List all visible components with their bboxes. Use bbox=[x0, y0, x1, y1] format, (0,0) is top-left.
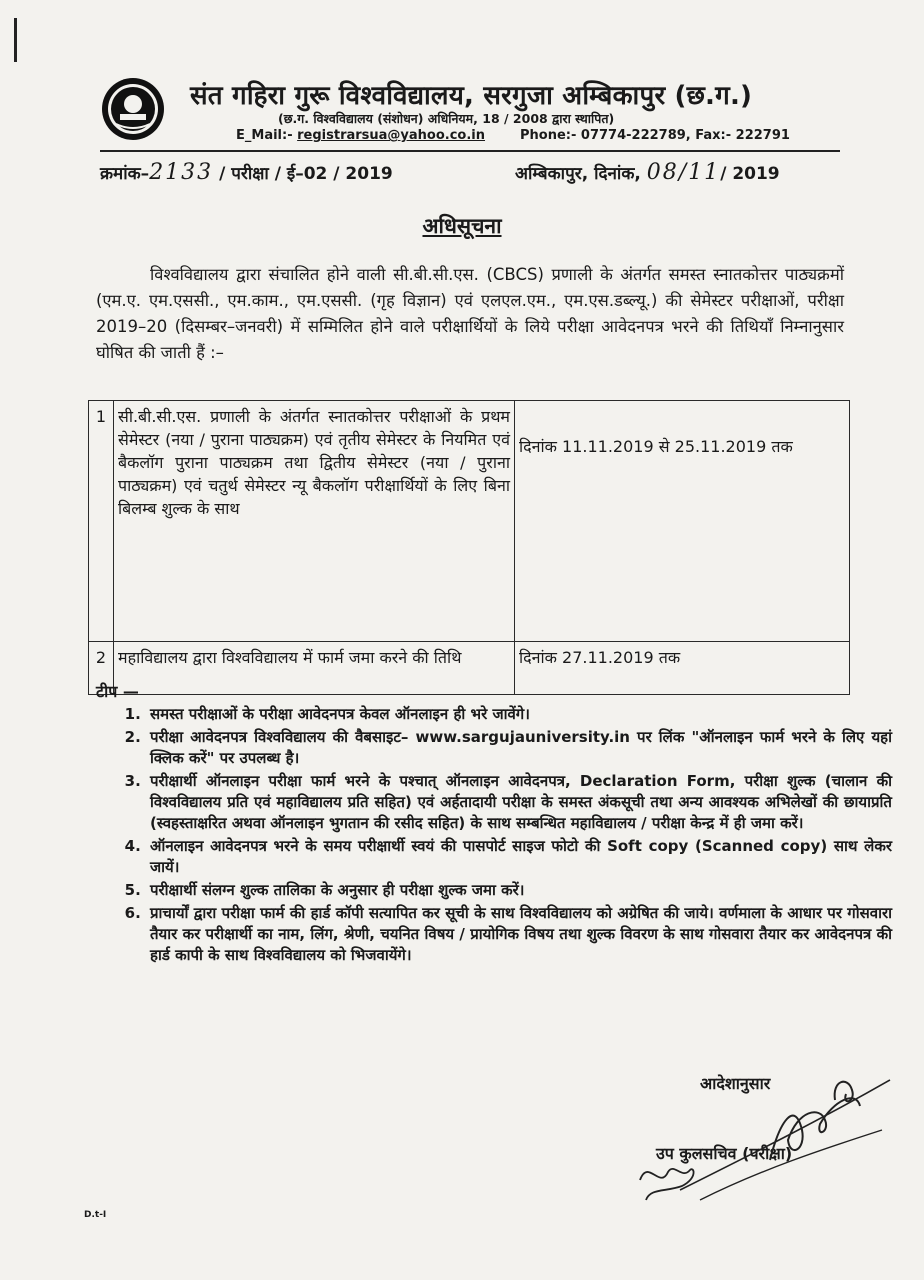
place-date bbox=[515, 160, 780, 185]
ref-prefix: क्रमांक– bbox=[100, 164, 150, 184]
university-act-subtitle: (छ.ग. विश्वविद्यालय (संशोधन) अधिनियम, 18 / 2008 द्वारा स्थापित) bbox=[278, 111, 615, 126]
list-item: 4. ऑनलाइन आवेदनपत्र भरने के समय परीक्षार्थी स्वयं की पासपोर्ट साइज फोटो की Soft copy (Scanned copy) साथ लेकर जायें। bbox=[146, 836, 892, 878]
heading-text: अधिसूचना bbox=[422, 214, 502, 238]
list-item: 3. परीक्षार्थी ऑनलाइन परीक्षा फार्म भरने के पश्चात् ऑनलाइन आवेदनपत्र, Declaration Form, परीक्षा शुल्क (चालान की विश्वविद्यालय प्रति एवं महाविद्यालय प्रति सहित) एवं अर्हतादायी परीक्षा के समस्त अंकसूची तथा अन्य आवश्यक अभिलेखों की छायाप्रति (स्वहस्ताक्षरित अथवा ऑनलाइन भुगतान की रसीद सहित) के साथ सम्बन्धित महाविद्यालय / परीक्षा केन्द्र में ही जमा करें। bbox=[146, 771, 892, 834]
row-description: महाविद्यालय द्वारा विश्वविद्यालय में फार्म जमा करने की तिथि bbox=[114, 642, 515, 695]
row-number: 1 bbox=[89, 401, 114, 642]
university-name: संत गहिरा गुरू विश्वविद्यालय, सरगुजा अम्बिकापुर (छ.ग.) bbox=[190, 81, 753, 111]
notes-label: टीप — bbox=[96, 682, 139, 701]
row-description: सी.बी.सी.एस. प्रणाली के अंतर्गत स्नातकोत्तर परीक्षाओं के प्रथम सेमेस्टर (नया / पुराना पाठ्यक्रम) एवं तृतीय सेमेस्टर के नियमित एवं बैकलॉग पुराना पाठ्यक्रम तथा द्वितीय सेमेस्टर (नया / पुराना पाठ्यक्रम) एवं चतुर्थ सेमेस्टर न्यू बैकलॉग परीक्षार्थियों के लिए बिना बिलम्ब शुल्क के साथ bbox=[114, 401, 515, 642]
by-order-text: आदेशानुसार bbox=[700, 1074, 771, 1093]
row-number: 2 bbox=[89, 642, 114, 695]
ref-handwritten-number: 2133 bbox=[149, 160, 214, 185]
email-label: E_Mail:- bbox=[236, 128, 298, 143]
row-date: दिनांक 11.11.2019 से 25.11.2019 तक bbox=[515, 401, 850, 642]
email-line bbox=[236, 128, 485, 143]
email-link[interactable]: registrarsua@yahoo.co.in bbox=[297, 128, 486, 143]
row-date: दिनांक 27.11.2019 तक bbox=[515, 642, 850, 695]
date-year: / 2019 bbox=[720, 164, 780, 184]
list-item: 2. परीक्षा आवेदनपत्र विश्वविद्यालय की वैबसाइट– www.sargujauniversity.in पर लिंक "ऑनलाइन फार्म भरने के लिए यहां क्लिक करें" पर उपलब्ध है। bbox=[146, 727, 892, 769]
schedule-table bbox=[88, 400, 850, 695]
intro-text: विश्वविद्यालय द्वारा संचालित होने वाली सी.बी.सी.एस. (CBCS) प्रणाली के अंतर्गत समस्त स्नातकोत्तर पाठ्यक्रमों (एम.ए. एम.एससी., एम.काम., एम.एससी. (गृह विज्ञान) एवं एलएल.एम., एम.एस.डब्ल्यू.) की सेमेस्टर परीक्षाओं, परीक्षा 2019–20 (दिसम्बर–जनवरी) में सम्मिलित होने वाले परीक्षार्थियों के लिये परीक्षा आवेदनपत्र भरने की तिथियाँ निम्नानुसार घोषित की जाती हैं :– bbox=[96, 265, 844, 362]
table-row bbox=[89, 401, 850, 642]
list-item: 5. परीक्षार्थी संलग्न शुल्क तालिका के अनुसार ही परीक्षा शुल्क जमा करें। bbox=[146, 880, 892, 901]
list-item: 1. समस्त परीक्षाओं के परीक्षा आवेदनपत्र केवल ऑनलाइन ही भरे जावेंगे। bbox=[146, 704, 892, 725]
phone-line: Phone:- 07774-222789, Fax:- 222791 bbox=[520, 128, 790, 143]
date-label: अम्बिकापुर, दिनांक, bbox=[515, 164, 647, 184]
intro-paragraph bbox=[96, 262, 844, 366]
signatory-designation: उप कुलसचिव (परीक्षा) bbox=[656, 1144, 793, 1163]
ref-suffix: / परीक्षा / ई–02 / 2019 bbox=[213, 164, 393, 184]
header-divider bbox=[100, 150, 840, 152]
notification-heading bbox=[0, 212, 924, 240]
university-seal-icon bbox=[100, 76, 166, 142]
list-item: 6. प्राचार्यों द्वारा परीक्षा फार्म की हार्ड कॉपी सत्यापित कर सूची के साथ विश्वविद्यालय को अग्रेषित की जाये। वर्णमाला के आधार पर गोसवारा तैयार कर परीक्षार्थी का नाम, लिंग, श्रेणी, चयनित विषय / प्रायोगिक विषय तथा शुल्क विवरण के साथ गोसवारा तैयार कर आवेदनपत्र की हार्ड कापी के साथ विश्वविद्यालय को भिजवायेंगे। bbox=[146, 903, 892, 966]
notes-list bbox=[96, 704, 892, 968]
reference-number bbox=[100, 160, 393, 185]
handwritten-signature-icon bbox=[620, 1040, 900, 1220]
table-row bbox=[89, 642, 850, 695]
margin-mark bbox=[14, 18, 17, 62]
date-handwritten: 08/11 bbox=[646, 160, 721, 185]
footer-code: D.t-I bbox=[84, 1210, 107, 1220]
